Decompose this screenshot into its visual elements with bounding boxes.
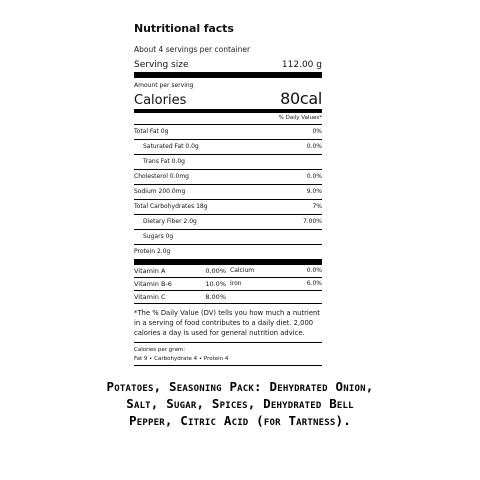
vitamin-value: 0.00% [205, 267, 226, 275]
daily-value-footnote: *The % Daily Value (DV) tells you how much a nutrient in a serving of food contributes to a daily diet. 2,000 calories a day is used for general nutrition advice. [134, 304, 322, 343]
nutrient-name: Cholesterol 0.0mg [134, 173, 189, 180]
mineral-name: Iron [230, 280, 242, 287]
mineral-value: 0.0% [306, 267, 322, 274]
vitamin-value: 8.00% [205, 293, 226, 301]
nutrient-name: Protein 2.0g [134, 248, 171, 255]
nutrition-facts-panel [134, 18, 322, 366]
nutrient-name: Total Fat 0g [134, 128, 169, 135]
nutrient-name: Sugars 0g [143, 233, 174, 240]
vitamin-value: 10.0% [205, 280, 226, 288]
calories-per-gram-label: Calories per gram: [134, 347, 186, 353]
nutrient-name: Dietary Fiber 2.0g [143, 218, 197, 225]
nutrient-row-sugars [134, 230, 322, 245]
vitamin-row [134, 265, 322, 278]
nutrient-dv: 0.0% [306, 173, 322, 180]
vitamin-row [134, 291, 322, 304]
vitamin-name: Vitamin C [134, 293, 166, 301]
divider-thick [134, 72, 322, 78]
serving-size-value: 112.00 g [281, 60, 322, 70]
vitamin-row [134, 278, 322, 291]
panel-title: Nutritional facts [134, 22, 234, 35]
nutrient-name: Saturated Fat 0.0g [143, 143, 199, 150]
nutrient-name: Trans Fat 0.0g [143, 158, 185, 165]
nutrient-row-trans-fat [134, 155, 322, 170]
mineral-value: 6.0% [306, 280, 322, 287]
calories-value: 80cal [280, 89, 322, 108]
mineral-name: Calcium [230, 267, 255, 274]
calories-row [134, 89, 322, 113]
amount-per-serving: Amount per serving [134, 82, 194, 89]
servings-per-container: About 4 servings per container [134, 45, 251, 54]
nutrient-row-cholesterol [134, 170, 322, 185]
vitamin-name: Vitamin B-6 [134, 280, 172, 288]
ingredients-text: Potatoes, Seasoning Pack: Dehydrated Onion, Salt, Sugar, Spices, Dehydrated Bell Pepper, Citric Acid (for Tartness). [106, 379, 374, 428]
nutrient-row-total-fat [134, 125, 322, 140]
serving-size-label: Serving size [134, 60, 189, 70]
nutrient-dv: 9.0% [306, 188, 322, 195]
nutrient-name: Total Carbohydrates 18g [134, 203, 208, 210]
nutrient-dv: 0% [312, 128, 322, 135]
mineral-value [292, 293, 322, 301]
serving-size-row [134, 60, 322, 72]
calories-per-gram [134, 343, 322, 366]
daily-values-header: % Daily Values* [134, 113, 322, 125]
nutrient-dv: 0.0% [306, 143, 322, 150]
nutrient-row-dietary-fiber [134, 215, 322, 230]
nutrient-name: Sodium 200.0mg [134, 188, 186, 195]
nutrient-row-saturated-fat [134, 140, 322, 155]
nutrient-row-sodium [134, 185, 322, 200]
vitamin-name: Vitamin A [134, 267, 166, 275]
calories-label: Calories [134, 93, 187, 108]
calories-per-gram-values: Fat 9 • Carbohydrate 4 • Protein 4 [134, 356, 229, 362]
mineral-name [230, 293, 292, 301]
nutrient-dv: 7% [312, 203, 322, 210]
nutrient-row-total-carbohydrates [134, 200, 322, 215]
nutrient-dv: 7.00% [302, 218, 322, 225]
nutrient-row-protein [134, 245, 322, 259]
